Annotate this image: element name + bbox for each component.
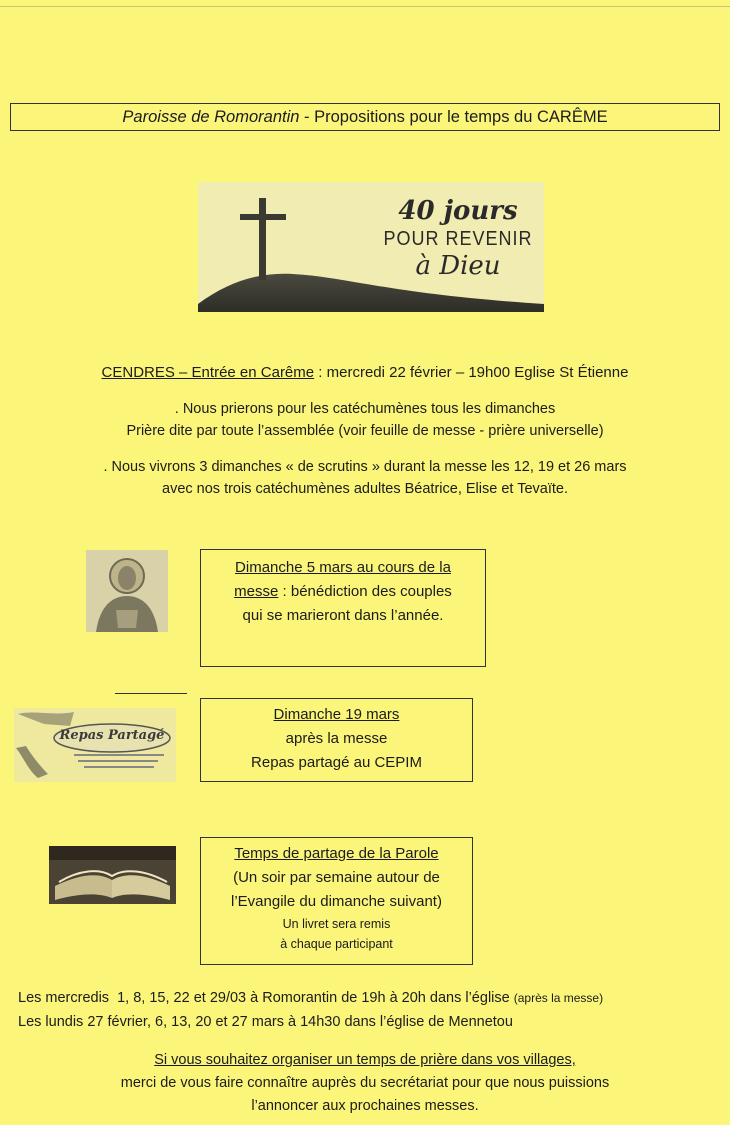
event3-line-5: à chaque participant — [280, 937, 393, 951]
intro-line-2: Prière dite par toute l’assemblée (voir feuille de messe - prière universelle) — [126, 423, 604, 439]
intro-line-3: . Nous vivrons 3 dimanches « de scrutins » durant la messe les 12, 19 et 26 mars — [103, 459, 627, 475]
event1-line-2-underlined: messe — [234, 583, 279, 600]
event3-line-4: Un livret sera remis — [282, 917, 391, 931]
schedule-mondays: Les lundis 27 février, 6, 13, 20 et 27 mars à 14h30 dans l’église de Mennetou — [18, 1014, 513, 1030]
event2-line-1: Dimanche 19 mars — [273, 706, 400, 723]
repas-partage-logo — [14, 708, 176, 782]
parish-name: Paroisse de Romorantin — [122, 107, 300, 126]
header-separator: - — [299, 107, 315, 126]
closing-line-3: l’annoncer aux prochaines messes. — [251, 1098, 479, 1114]
banner-line-a-dieu: à Dieu — [415, 251, 501, 281]
event1-line-3: qui se marieront dans l’année. — [242, 607, 444, 624]
event-word-sharing-box — [200, 837, 473, 965]
event2-line-2: après la messe — [285, 730, 388, 747]
event3-line-3: l’Evangile du dimanche suivant) — [231, 893, 442, 910]
christ-icon-image — [86, 550, 168, 632]
repas-partage-illustration — [14, 708, 176, 782]
event-blessing-couples-box — [200, 549, 486, 667]
open-book-image — [49, 846, 176, 904]
intro-line-4: avec nos trois catéchumènes adultes Béatrice, Elise et Tevaïte. — [162, 481, 568, 497]
event1-line-1: Dimanche 5 mars au cours de la — [235, 559, 451, 576]
event-shared-meal-box — [200, 698, 473, 782]
event2-line-3: Repas partagé au CEPIM — [251, 754, 422, 771]
intro-line-1: . Nous prierons pour les catéchumènes tous les dimanches — [174, 401, 556, 417]
page-top-edge — [0, 6, 730, 7]
schedule-wednesdays — [18, 990, 603, 1006]
event1-line-2-rest: : bénédiction des couples — [278, 583, 452, 600]
event3-line-2: (Un soir par semaine autour de — [233, 869, 440, 886]
event3-line-1: Temps de partage de la Parole — [234, 845, 439, 862]
ashes-line — [0, 362, 730, 384]
closing-line-2: merci de vous faire connaître auprès du secrétariat pour que nous puissions — [120, 1075, 610, 1091]
header-title: Propositions pour le temps du CARÊME — [314, 107, 608, 126]
closing-paragraph — [0, 1049, 730, 1118]
ashes-label: CENDRES – Entrée en Carême — [101, 364, 315, 381]
repas-logo-text: Repas Partagé — [59, 728, 165, 743]
banner-text — [378, 196, 538, 282]
lent-banner — [198, 182, 544, 312]
schedule-line-1-paren: (après la messe) — [513, 991, 604, 1005]
intro-paragraph-2 — [0, 456, 730, 500]
banner-line-40-jours: 40 jours — [398, 196, 518, 226]
header-box — [10, 103, 720, 131]
ashes-detail: : mercredi 22 février – 19h00 Eglise St Étienne — [314, 364, 629, 381]
separator-line — [115, 693, 187, 694]
banner-line-pour-revenir: POUR REVENIR — [383, 226, 533, 250]
open-book-illustration — [49, 846, 176, 904]
intro-paragraph-1 — [0, 398, 730, 442]
closing-line-1: Si vous souhaitez organiser un temps de prière dans vos villages, — [154, 1052, 576, 1068]
christ-mosaic-icon — [86, 550, 168, 632]
schedule-line-1: Les mercredis 1, 8, 15, 22 et 29/03 à Romorantin de 19h à 20h dans l’église — [18, 990, 514, 1006]
